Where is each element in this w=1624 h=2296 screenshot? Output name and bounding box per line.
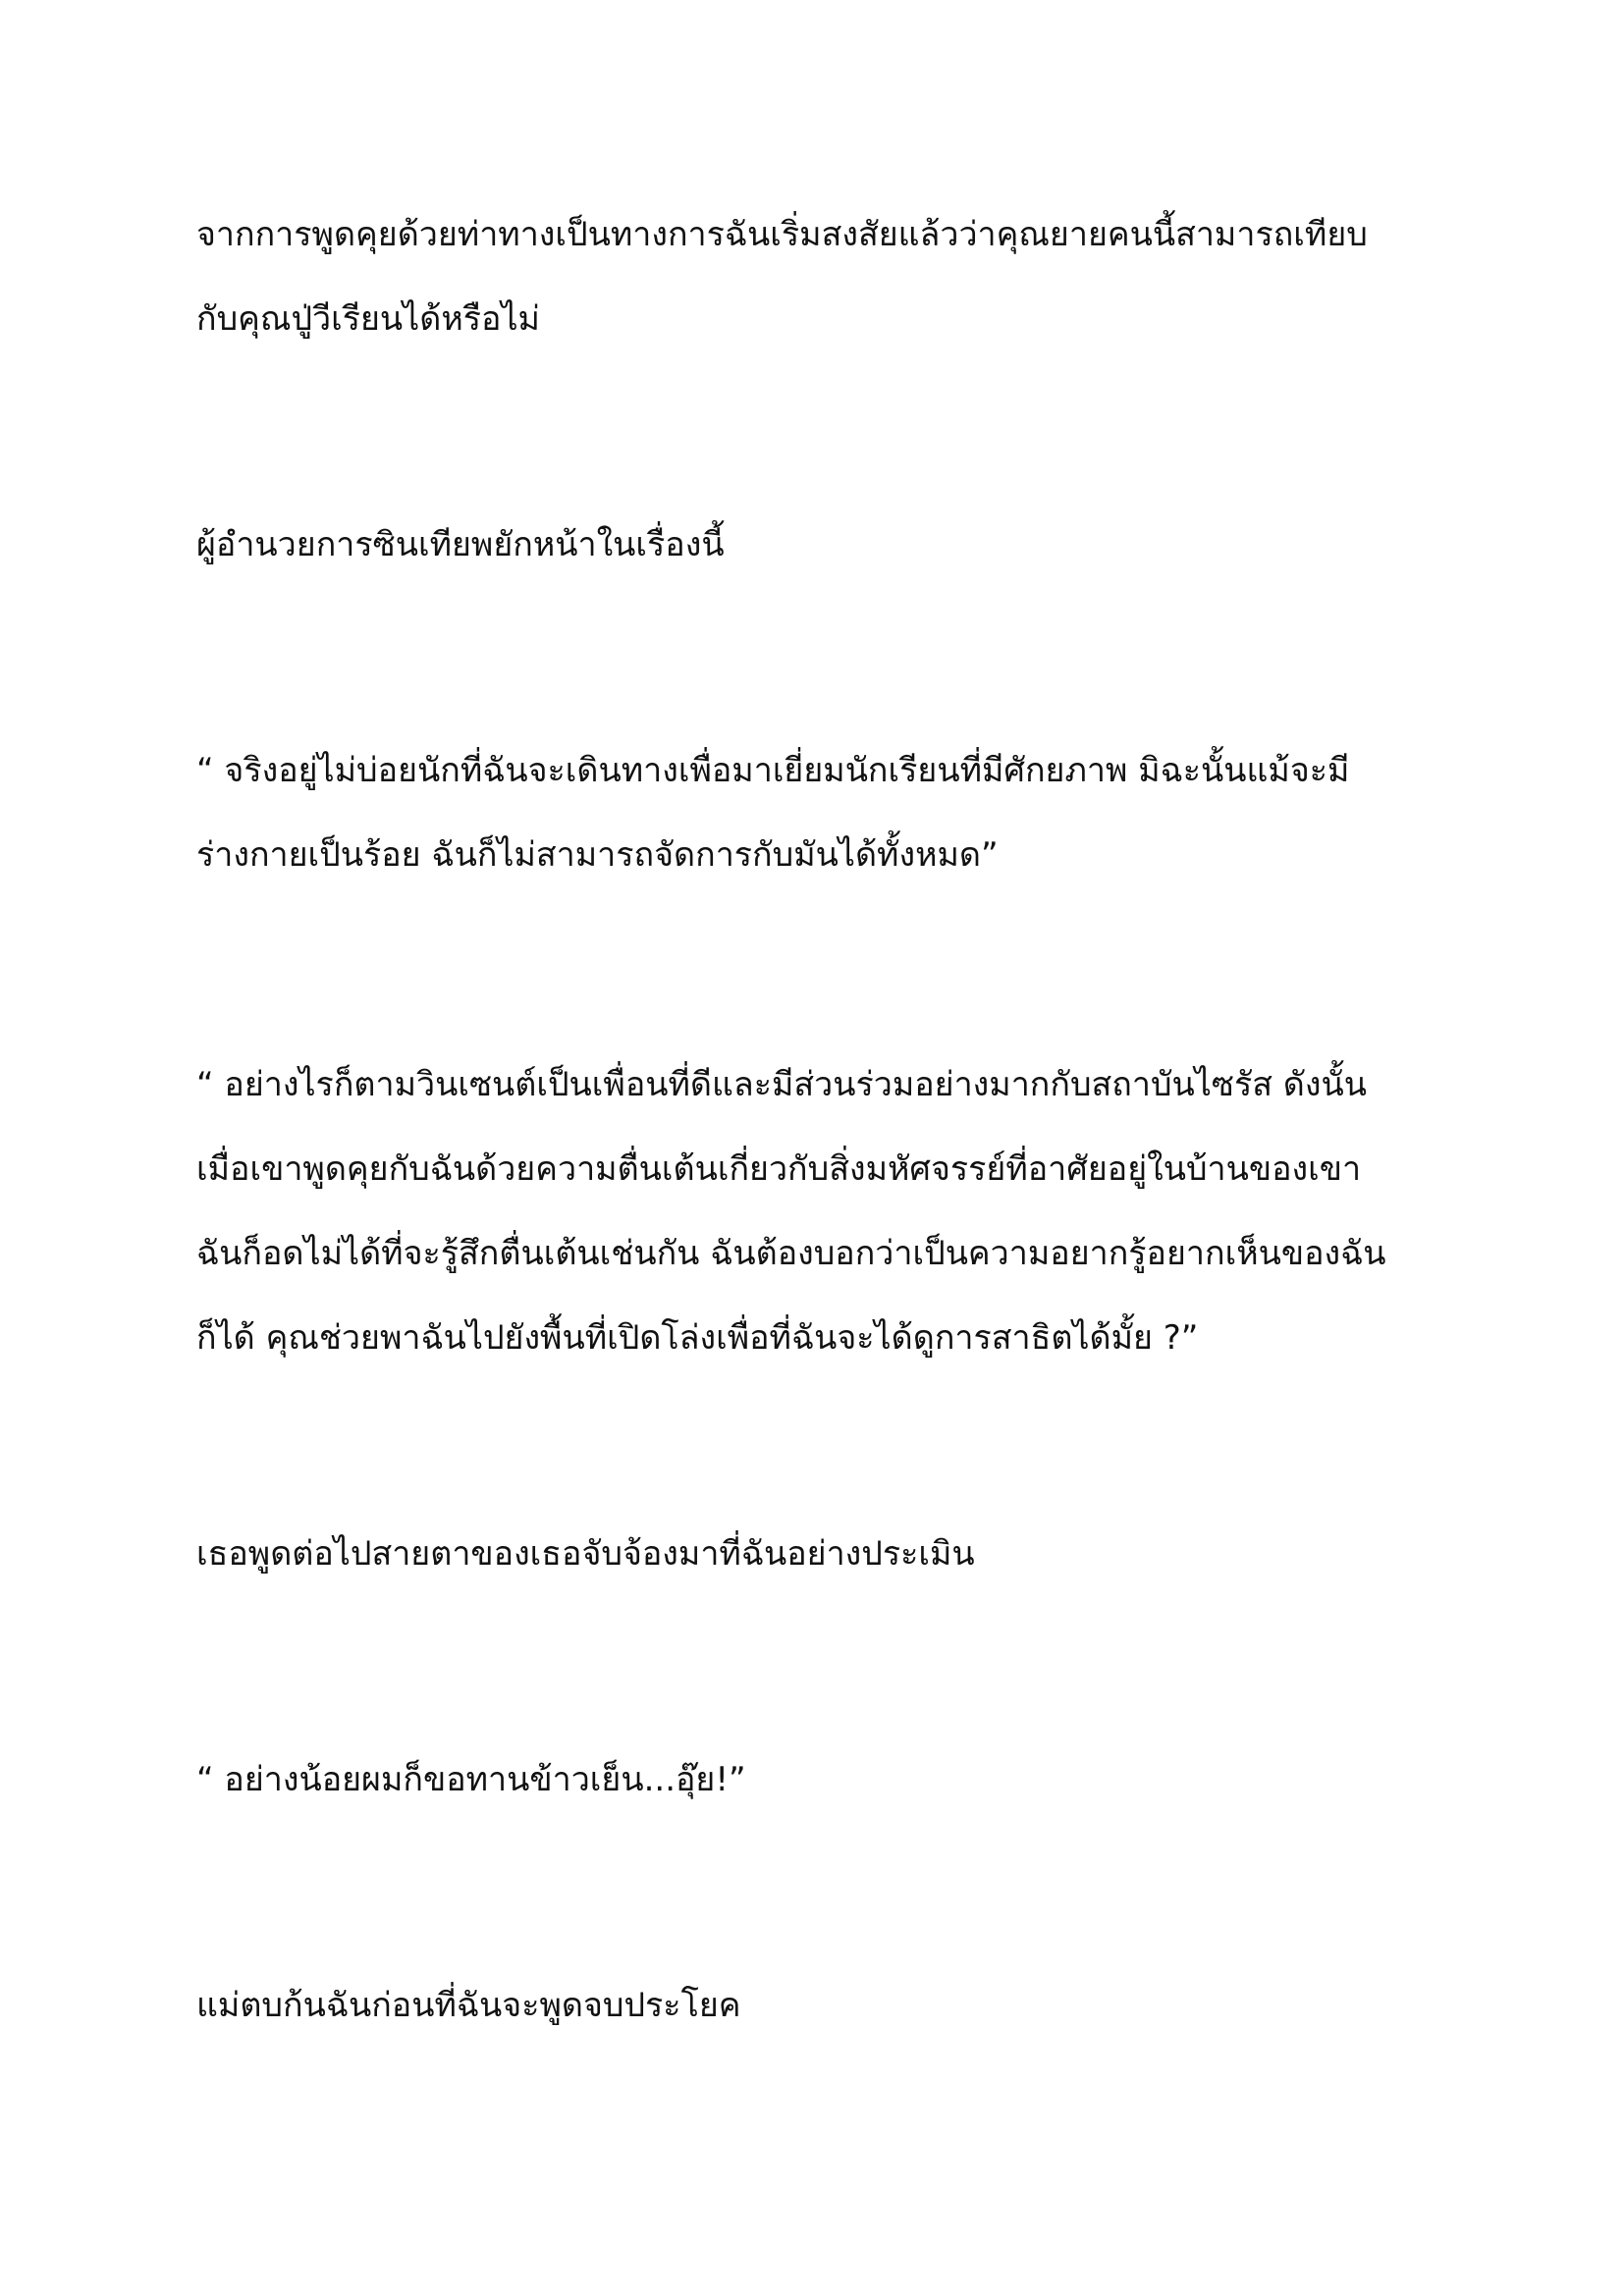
text-line: “ อย่างน้อยผมก็ขอทานข้าวเย็น...อุ๊ย!” <box>196 1760 746 1799</box>
paragraph-narration-4 <box>196 1963 1443 2048</box>
text-line: “ อย่างไรก็ตามวินเซนต์เป็นเพื่อนที่ดีและมีส่วนร่วมอย่างมากกับสถาบันไซรัส ดังนั้น <box>196 1065 1367 1104</box>
text-line: กับคุณปู่วีเรียนได้หรือไม่ <box>196 299 540 339</box>
text-line: “ จริงอยู่ไม่บ่อยนักที่ฉันจะเดินทางเพื่อมาเยี่ยมนักเรียนที่มีศักยภาพ มิฉะนั้นแม้จะมี <box>196 751 1350 790</box>
text-line: ผู้อำนวยการซินเทียพยักหน้าในเรื่องนี้ <box>196 525 725 564</box>
text-line: ก็ได้ คุณช่วยพาฉันไปยังพื้นที่เปิดโล่งเพื่อที่ฉันจะได้ดูการสาธิตได้มั้ย ?” <box>196 1318 1199 1358</box>
paragraph-narration-3 <box>196 1512 1443 1596</box>
paragraph-narration-1 <box>196 192 1443 361</box>
paragraph-dialogue-1 <box>196 728 1443 897</box>
text-line: ร่างกายเป็นร้อย ฉันก็ไม่สามารถจัดการกับมันได้ทั้งหมด” <box>196 835 999 875</box>
text-line: เธอพูดต่อไปสายตาของเธอจับจ้องมาที่ฉันอย่างประเมิน <box>196 1534 975 1574</box>
text-line: จากการพูดคุยด้วยท่าทางเป็นทางการฉันเริ่มสงสัยแล้วว่าคุณยายคนนี้สามารถเทียบ <box>196 215 1368 254</box>
text-line: ฉันก็อดไม่ได้ที่จะรู้สึกตื่นเต้นเช่นกัน ฉันต้องบอกว่าเป็นความอยากรู้อยากเห็นของฉัน <box>196 1234 1386 1273</box>
paragraph-narration-2 <box>196 503 1443 587</box>
text-line: แม่ตบก้นฉันก่อนที่ฉันจะพูดจบประโยค <box>196 1986 741 2025</box>
paragraph-dialogue-2 <box>196 1042 1443 1380</box>
paragraph-dialogue-3 <box>196 1737 1443 1822</box>
text-line: เมื่อเขาพูดคุยกับฉันด้วยความตื่นเต้นเกี่ยวกับสิ่งมหัศจรรย์ที่อาศัยอยู่ในบ้านของเขา <box>196 1149 1362 1189</box>
